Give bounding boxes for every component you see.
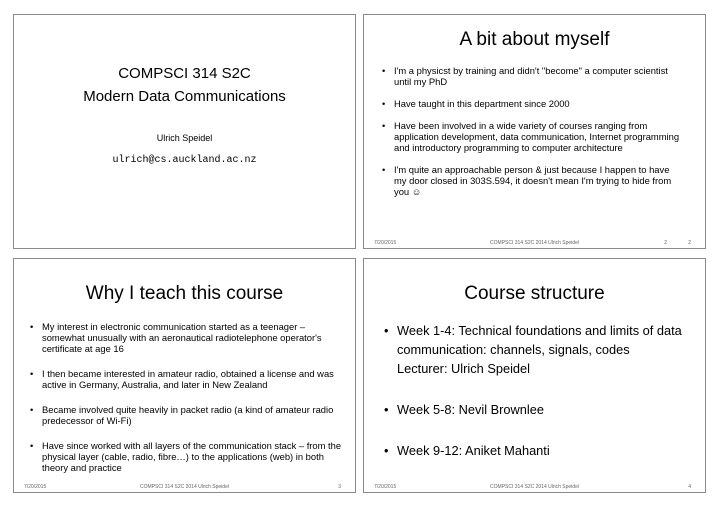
bullet-item: • Became involved quite heavily in packet radio (a kind of amateur radio predecessor of Wi-Fi) [30,404,345,426]
slide-2 [363,14,706,249]
bullet-text: Week 1-4: Technical foundations and limits of data communication: channels, signals, codes [397,323,682,357]
slide-4 [363,258,706,493]
bullet-item: • Week 9-12: Aniket Mahanti [384,441,702,460]
footer-date: 7/20/2015 [374,484,397,490]
bullet-list [30,321,345,487]
footer-date: 7/20/2015 [24,484,47,490]
bullet-item: • Have been involved in a wide variety of courses ranging from application development, data communication, Internet programming and introductory programming to computer architecture [382,120,682,153]
footer-page-number: 3 [338,484,341,490]
footer-slide-number: 2 [664,240,667,246]
footer-text: COMPSCI 314 S2C 2014 Ulrich Speidel [490,484,579,490]
bullet-item: • I'm quite an approachable person & just because I happen to have my door closed in 303S.594, it doesn't mean I'm trying to hide from you ☺ [382,164,682,197]
slide-title: A bit about myself [459,29,610,50]
course-name: Modern Data Communications [83,88,286,105]
bullet-list [384,321,702,482]
bullet-item: • Have since worked with all layers of the communication stack – from the physical layer (cable, radio, fibre…) to the applications (web) in both theory and practice [30,440,345,473]
author-name: Ulrich Speidel [156,133,213,143]
course-code: COMPSCI 314 S2C [118,65,251,82]
footer-date: 7/20/2015 [374,240,397,246]
lecturer-line: Lecturer: Ulrich Speidel [397,361,531,376]
bullet-item: • I then became interested in amateur radio, obtained a license and was active in Germany, Australia, and later in New Zealand [30,368,345,390]
slide-3 [13,258,356,493]
author-email: ulrich@cs.auckland.ac.nz [112,155,257,166]
footer-text: COMPSCI 314 S2C 2014 Ulrich Speidel [140,484,229,490]
footer-page-number: 2 [688,240,691,246]
footer-page-number: 4 [688,484,691,490]
bullet-item: • Have taught in this department since 2000 [382,98,682,109]
bullet-item: • Week 5-8: Nevil Brownlee [384,400,702,419]
footer-text: COMPSCI 314 S2C 2014 Ulrich Speidel [490,240,579,246]
bullet-item: • I'm a physicst by training and didn't "become" a computer scientist until my PhD [382,65,682,87]
bullet-list [382,65,682,208]
slide-1 [13,14,356,249]
slide-title: Course structure [464,283,605,304]
bullet-item: • My interest in electronic communication started as a teenager – somewhat unusually with an aeronautical radiotelephone operator's certificate at age 16 [30,321,345,354]
slide-title: Why I teach this course [85,283,284,304]
bullet-item [384,321,702,378]
